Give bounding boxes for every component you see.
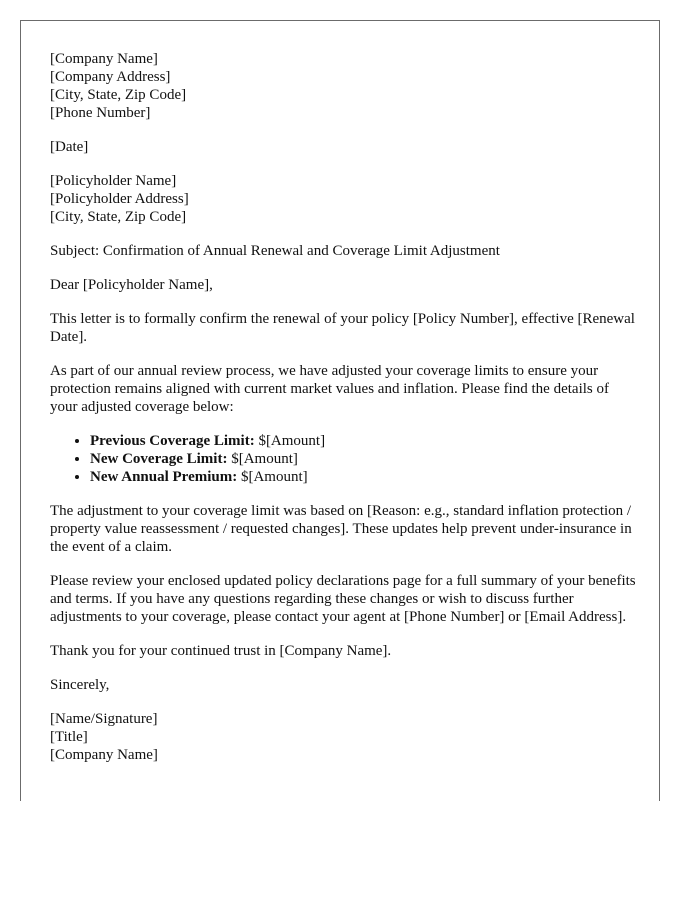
letter-body [50, 50, 640, 780]
coverage-item-label: New Coverage Limit: [90, 451, 228, 467]
coverage-item-previous-limit [90, 432, 640, 450]
contact-paragraph: Please review your enclosed updated policy declarations page for a full summary of your benefits and terms. If you have any questions regarding these changes or wish to discuss further adjustments to your coverage, please contact your agent at [Phone Number] or [Email Address]. [50, 573, 636, 625]
signature-name: [Name/Signature] [50, 711, 158, 727]
sender-address-block [50, 50, 640, 122]
letter-date [50, 138, 640, 156]
signature-title: [Title] [50, 729, 88, 745]
coverage-item-value: $[Amount] [237, 469, 308, 485]
coverage-item-label: New Annual Premium: [90, 469, 238, 485]
recipient-city-state-zip: [City, State, Zip Code] [50, 209, 187, 225]
coverage-item-new-premium [90, 468, 640, 486]
recipient-address-block [50, 172, 640, 226]
letter-page [20, 20, 660, 801]
coverage-item-label: Previous Coverage Limit: [90, 433, 255, 449]
sender-company-address: [Company Address] [50, 69, 171, 85]
recipient-name: [Policyholder Name] [50, 173, 177, 189]
reason-paragraph: The adjustment to your coverage limit was based on [Reason: e.g., standard inflation protection / property value reassessment / requested changes]. These updates help prevent under-insurance in the event of a claim. [50, 503, 632, 555]
thanks-paragraph: Thank you for your continued trust in [Company Name]. [50, 643, 392, 659]
sender-city-state-zip: [City, State, Zip Code] [50, 87, 187, 103]
sender-phone: [Phone Number] [50, 105, 151, 121]
coverage-list [50, 432, 640, 486]
coverage-item-value: $[Amount] [254, 433, 326, 449]
subject-line: Subject: Confirmation of Annual Renewal and Coverage Limit Adjustment [50, 243, 500, 259]
sender-company-name: [Company Name] [50, 51, 158, 67]
date-text: [Date] [50, 139, 89, 155]
coverage-item-value: $[Amount] [227, 451, 298, 467]
review-paragraph: As part of our annual review process, we have adjusted your coverage limits to ensure your protection remains aligned with current market values and inflation. Please find the details of your adjusted coverage below: [50, 363, 609, 415]
signature-company: [Company Name] [50, 747, 158, 763]
signature-block [50, 710, 640, 764]
intro-paragraph: This letter is to formally confirm the renewal of your policy [Policy Number], effective [Renewal Date]. [50, 311, 635, 345]
recipient-address: [Policyholder Address] [50, 191, 189, 207]
salutation: Dear [Policyholder Name], [50, 277, 213, 293]
coverage-item-new-limit [90, 450, 640, 468]
closing: Sincerely, [50, 677, 110, 693]
